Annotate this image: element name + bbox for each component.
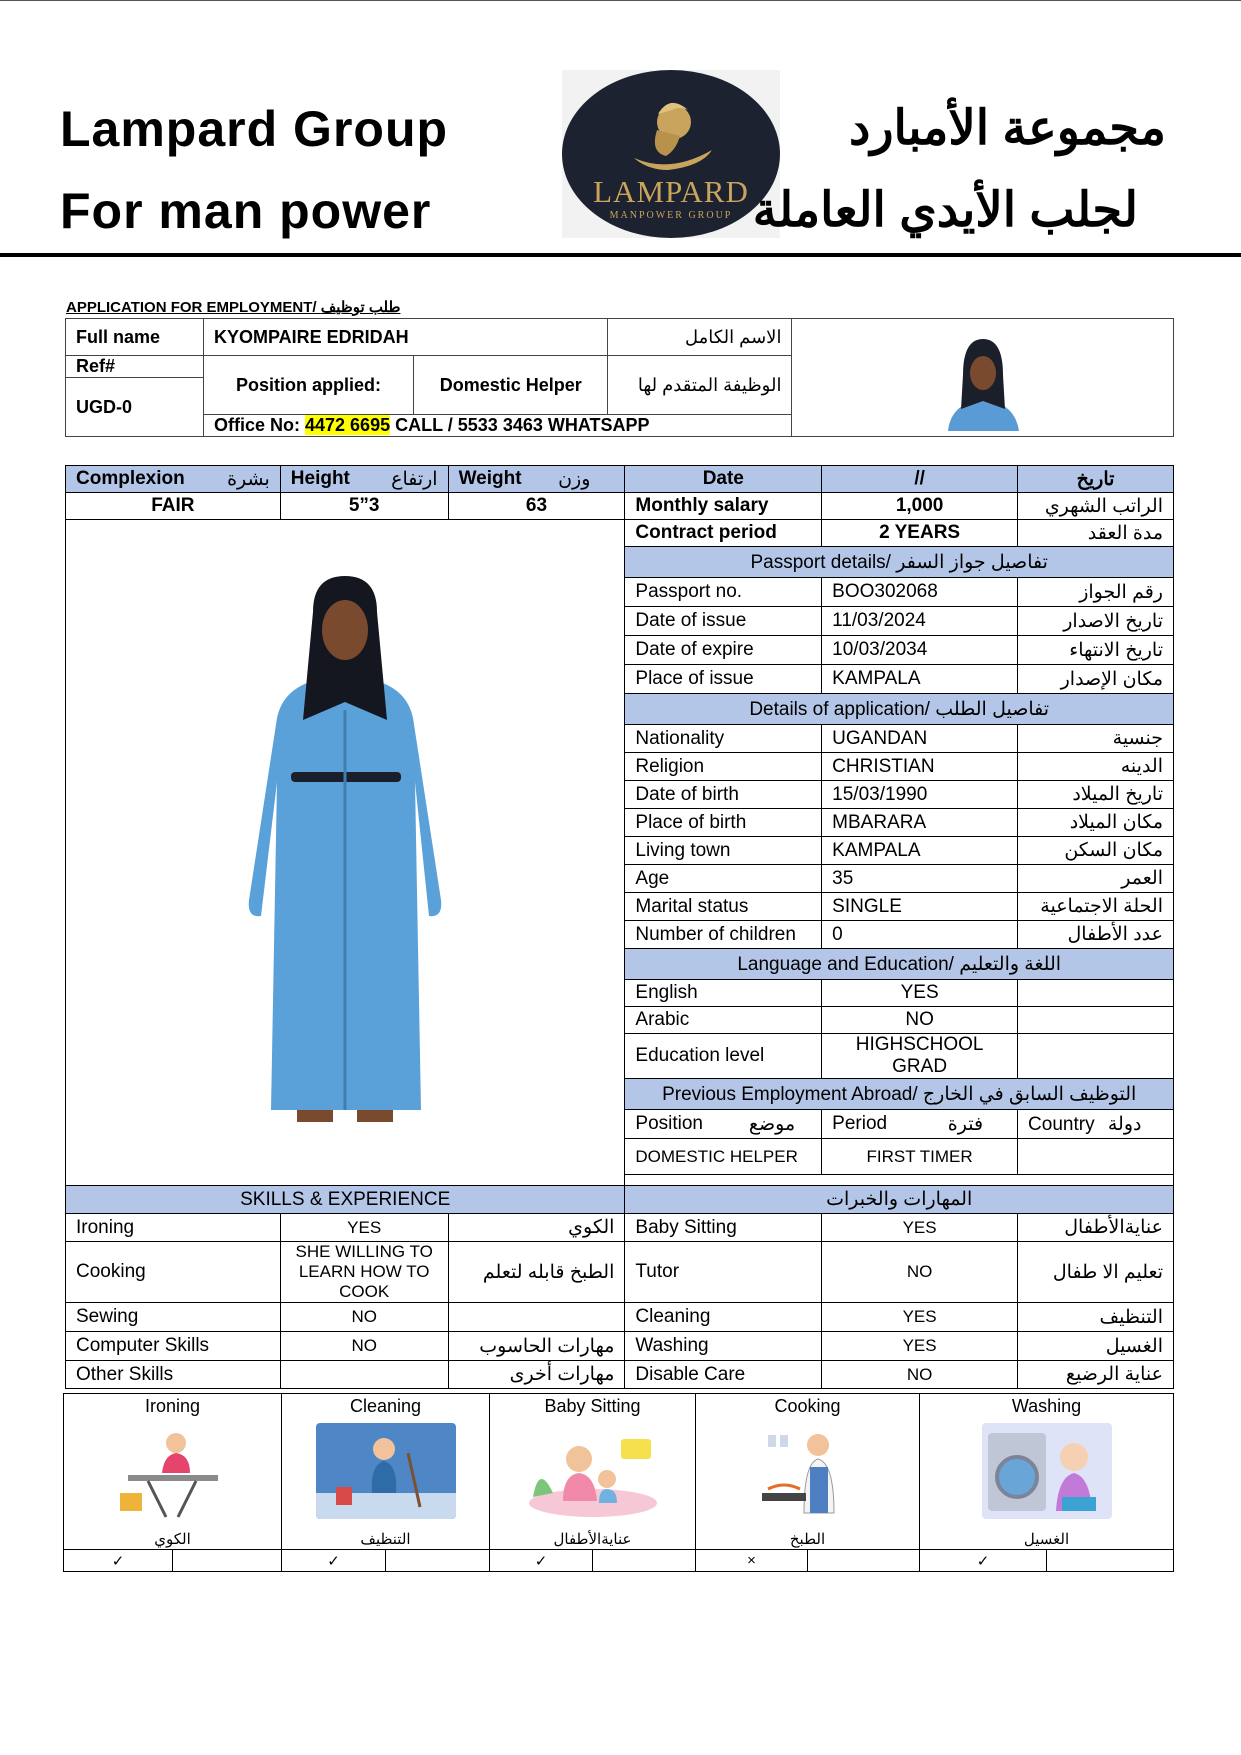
application-row-label: Age [625, 865, 822, 893]
full-name-value: KYOMPAIRE EDRIDAH [203, 319, 608, 356]
skill-left-label: Computer Skills [66, 1332, 281, 1361]
applicant-photo-small [792, 319, 1174, 437]
language-row-empty [1018, 980, 1174, 1007]
cleaning-icon [316, 1423, 456, 1519]
employment-country-value [1018, 1139, 1174, 1175]
ref-value: UGD-0 [66, 378, 204, 437]
pictogram-title: Cleaning [349, 1395, 422, 1416]
pictogram-baby-sitting [490, 1394, 696, 1550]
pictogram-title: Baby Sitting [544, 1395, 641, 1416]
office-contact [203, 415, 791, 437]
applicant-full-body-icon [215, 570, 475, 1130]
position-label: Position applied: [203, 356, 413, 415]
language-row-label: Arabic [625, 1007, 822, 1034]
application-row-ar: العمر [1018, 865, 1174, 893]
application-row-ar: عدد الأطفال [1018, 921, 1174, 949]
skill-right-value: YES [822, 1332, 1018, 1361]
pictogram-ar: الغسيل [1023, 1530, 1070, 1548]
application-row-ar: تاريخ الميلاد [1018, 781, 1174, 809]
application-row-value: SINGLE [822, 893, 1018, 921]
application-row-ar: الحلة الاجتماعية [1018, 893, 1174, 921]
skill-right-label: Disable Care [625, 1361, 822, 1389]
application-row-ar: مكان السكن [1018, 837, 1174, 865]
passport-row-ar: تاريخ الاصدار [1018, 607, 1174, 636]
applicant-portrait-small-icon [933, 331, 1033, 431]
logo-name: LAMPARD [593, 174, 749, 209]
application-row-label: Religion [625, 753, 822, 781]
application-row-ar: جنسية [1018, 725, 1174, 753]
language-row-value: YES [822, 980, 1018, 1007]
pictogram-ar: الطبخ [789, 1530, 826, 1548]
skill-left-value: YES [280, 1214, 448, 1242]
skill-left-value: NO [280, 1332, 448, 1361]
passport-row-label: Passport no. [625, 578, 822, 607]
skill-left-ar: الطبخ قابله لتعلم [448, 1242, 625, 1303]
employment-period-value: FIRST TIMER [822, 1139, 1018, 1175]
skills-heading-ar: المهارات والخبرات [625, 1186, 1174, 1214]
application-row-value: 35 [822, 865, 1018, 893]
passport-heading: Passport details/ تفاصيل جواز السفر [625, 547, 1174, 578]
application-row-label: Marital status [625, 893, 822, 921]
passport-row-label: Place of issue [625, 665, 822, 694]
form-title: APPLICATION FOR EMPLOYMENT/ طلب توظيف [66, 299, 401, 316]
period-ar: مدة العقد [1018, 520, 1174, 547]
date-value: // [822, 466, 1018, 493]
height-header: Height ارتفاع [280, 466, 448, 493]
application-heading: Details of application/ تفاصيل الطلب [625, 694, 1174, 725]
skill-left-label: Ironing [66, 1214, 281, 1242]
applicant-photo-large [66, 520, 625, 1186]
language-row-value: HIGHSCHOOL GRAD [822, 1034, 1018, 1079]
pictogram-ar: الكوي [154, 1530, 191, 1548]
period-label: Contract period [625, 520, 822, 547]
skills-heading: SKILLS & EXPERIENCE [66, 1186, 625, 1214]
skill-right-label: Tutor [625, 1242, 822, 1303]
brand-ar-line-1: مجموعة الأمبارد [848, 102, 1166, 155]
pictogram-title: Washing [1011, 1395, 1082, 1416]
language-row-label: English [625, 980, 822, 1007]
pictogram-title: Ironing [144, 1395, 201, 1416]
brand-line-2: For man power [60, 183, 432, 239]
skill-left-label: Sewing [66, 1303, 281, 1332]
ref-label: Ref# [66, 356, 204, 378]
skill-right-label: Cleaning [625, 1303, 822, 1332]
skill-left-value [280, 1361, 448, 1389]
skill-right-label: Washing [625, 1332, 822, 1361]
pictogram-mark-empty [808, 1550, 920, 1572]
employment-heading: Previous Employment Abroad/ التوظيف السابق في الخارج [625, 1079, 1174, 1110]
pictogram-mark: × [696, 1550, 808, 1572]
weight-header: Weight وزن [448, 466, 625, 493]
language-row-label: Education level [625, 1034, 822, 1079]
header-divider [0, 253, 1241, 257]
details-grid [65, 465, 1174, 1389]
brand-ar-line-2: لجلب الأيدي العاملة [752, 184, 1138, 237]
top-border-line [0, 0, 1241, 1]
application-row-label: Nationality [625, 725, 822, 753]
application-row-label: Number of children [625, 921, 822, 949]
pictogram-title: Cooking [774, 1395, 841, 1416]
skill-left-ar: مهارات الحاسوب [448, 1332, 625, 1361]
brand-arabic [753, 88, 1166, 252]
logo-subtitle: MANPOWER GROUP [609, 210, 733, 221]
pictogram-mark-empty [173, 1550, 282, 1572]
weight-value: 63 [448, 493, 625, 520]
pictogram-mark-empty [386, 1550, 490, 1572]
application-row-value: CHRISTIAN [822, 753, 1018, 781]
application-row-label: Place of birth [625, 809, 822, 837]
pictogram-mark-empty [593, 1550, 696, 1572]
skill-right-value: YES [822, 1303, 1018, 1332]
pictogram-ar: عنايةالأطفال [553, 1530, 632, 1548]
height-value: 5”3 [280, 493, 448, 520]
period-value: 2 YEARS [822, 520, 1018, 547]
applicant-info-table [65, 318, 1174, 437]
skill-right-ar: عنايةالأطفال [1018, 1214, 1174, 1242]
passport-row-ar: مكان الإصدار [1018, 665, 1174, 694]
company-logo [562, 70, 780, 238]
language-heading: Language and Education/ اللغة والتعليم [625, 949, 1174, 980]
pictogram-mark: ✓ [920, 1550, 1047, 1572]
complexion-value: FAIR [66, 493, 281, 520]
employment-position-header: Position موضع [625, 1110, 822, 1139]
skill-left-value: NO [280, 1303, 448, 1332]
date-ar: تاريخ [1018, 466, 1174, 493]
application-row-value: KAMPALA [822, 837, 1018, 865]
language-row-empty [1018, 1034, 1174, 1079]
pictogram-cleaning [282, 1394, 490, 1550]
language-row-value: NO [822, 1007, 1018, 1034]
salary-value: 1,000 [822, 493, 1018, 520]
skill-right-value: NO [822, 1242, 1018, 1303]
date-label: Date [625, 466, 822, 493]
application-row-value: MBARARA [822, 809, 1018, 837]
application-row-ar: الدينه [1018, 753, 1174, 781]
washing-icon [982, 1423, 1112, 1519]
application-row-label: Living town [625, 837, 822, 865]
full-name-label: Full name [66, 319, 204, 356]
language-row-empty [1018, 1007, 1174, 1034]
pictogram-ar: التنظيف [360, 1530, 411, 1548]
cooking-icon [748, 1423, 868, 1519]
skill-left-ar [448, 1303, 625, 1332]
passport-row-ar: رقم الجواز [1018, 578, 1174, 607]
position-ar: الوظيفة المتقدم لها [608, 356, 792, 415]
application-row-label: Date of birth [625, 781, 822, 809]
passport-row-value: 11/03/2024 [822, 607, 1018, 636]
skill-right-ar: الغسيل [1018, 1332, 1174, 1361]
spacer-row [625, 1175, 1174, 1185]
skill-left-ar: الكوي [448, 1214, 625, 1242]
pictogram-ironing [64, 1394, 282, 1550]
skill-right-value: NO [822, 1361, 1018, 1389]
passport-row-label: Date of expire [625, 636, 822, 665]
pictogram-mark: ✓ [282, 1550, 386, 1572]
skill-right-label: Baby Sitting [625, 1214, 822, 1242]
application-row-value: 0 [822, 921, 1018, 949]
logo-oval [562, 70, 780, 238]
complexion-header: Complexion بشرة [66, 466, 281, 493]
skill-left-ar: مهارات أخرى [448, 1361, 625, 1389]
brand-english [60, 88, 448, 252]
skill-right-ar: التنظيف [1018, 1303, 1174, 1332]
salary-ar: الراتب الشهري [1018, 493, 1174, 520]
passport-row-value: 10/03/2034 [822, 636, 1018, 665]
application-row-value: UGANDAN [822, 725, 1018, 753]
employment-period-header: Period فترة [822, 1110, 1018, 1139]
skill-pictograms-table [63, 1393, 1174, 1572]
passport-row-value: BOO302068 [822, 578, 1018, 607]
passport-row-label: Date of issue [625, 607, 822, 636]
office-rest: CALL / 5533 3463 WHATSAPP [395, 415, 650, 435]
skill-left-value: SHE WILLING TO LEARN HOW TO COOK [280, 1242, 448, 1303]
skill-left-label: Cooking [66, 1242, 281, 1303]
employment-country-header: Country دولة [1018, 1110, 1174, 1139]
pictogram-washing [920, 1394, 1174, 1550]
pictogram-cooking [696, 1394, 920, 1550]
skill-right-ar: تعليم الا طفال [1018, 1242, 1174, 1303]
ironing-icon [118, 1423, 228, 1519]
employment-position-value: DOMESTIC HELPER [625, 1139, 822, 1175]
application-row-value: 15/03/1990 [822, 781, 1018, 809]
brand-line-1: Lampard Group [60, 101, 449, 157]
pictogram-mark-empty [1047, 1550, 1174, 1572]
skill-left-label: Other Skills [66, 1361, 281, 1389]
skill-right-value: YES [822, 1214, 1018, 1242]
pictogram-mark: ✓ [64, 1550, 173, 1572]
position-value: Domestic Helper [414, 356, 608, 415]
full-name-ar: الاسم الكامل [608, 319, 792, 356]
passport-row-value: KAMPALA [822, 665, 1018, 694]
baby-sitting-icon [523, 1423, 663, 1519]
skill-right-ar: عناية الرضيع [1018, 1361, 1174, 1389]
office-label: Office No: [213, 415, 300, 435]
pictogram-mark: ✓ [490, 1550, 593, 1572]
salary-label: Monthly salary [625, 493, 822, 520]
application-row-ar: مكان الميلاد [1018, 809, 1174, 837]
office-number: 4472 6695 [305, 415, 391, 435]
passport-row-ar: تاريخ الانتهاء [1018, 636, 1174, 665]
